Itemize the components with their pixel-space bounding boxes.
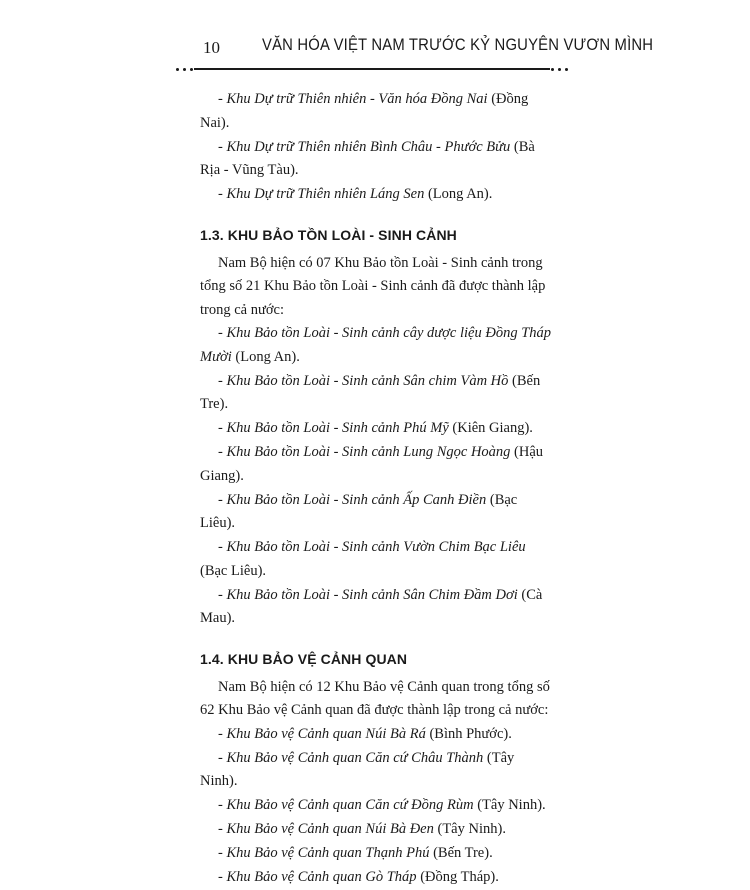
list-item: - Khu Dự trữ Thiên nhiên - Văn hóa Đồng Nai (Đồng Nai).: [200, 91, 529, 131]
rule-dots-left: [176, 66, 193, 71]
list-item: - Khu Dự trữ Thiên nhiên Láng Sen (Long An).: [218, 186, 493, 202]
section-1-4-intro: Nam Bộ hiện có 12 Khu Bảo vệ Cảnh quan trong tổng số 62 Khu Bảo vệ Cảnh quan đã được thành lập trong cả nước:: [200, 678, 550, 718]
list-item: - Khu Bảo vệ Cảnh quan Căn cứ Châu Thành (Tây Ninh).: [200, 749, 515, 789]
list-item: - Khu Bảo tồn Loài - Sinh cảnh cây dược liệu Đồng Tháp Mười (Long An).: [200, 325, 552, 365]
section-1-4-list: [200, 723, 552, 890]
running-title: VĂN HÓA VIỆT NAM TRƯỚC KỶ NGUYÊN VƯƠN MÌNH: [262, 36, 654, 54]
list-item: - Khu Bảo vệ Cảnh quan Núi Bà Đen (Tây Ninh).: [218, 821, 506, 837]
rule-dots-right: [551, 66, 568, 71]
rule-line: [194, 68, 550, 70]
header-rule: [176, 66, 568, 72]
list-item: - Khu Bảo vệ Cảnh quan Gò Tháp (Đồng Tháp).: [218, 869, 499, 885]
section-1-3-list: [200, 322, 552, 631]
list-item: - Khu Bảo tồn Loài - Sinh cảnh Phú Mỹ (Kiên Giang).: [218, 420, 533, 436]
section-1-3-intro: Nam Bộ hiện có 07 Khu Bảo tồn Loài - Sinh cảnh trong tổng số 21 Khu Bảo tồn Loài - Sinh cảnh đã được thành lập trong cả nước:: [200, 254, 546, 318]
list-item: - Khu Dự trữ Thiên nhiên Bình Châu - Phước Bửu (Bà Rịa - Vũng Tàu).: [200, 138, 535, 178]
list-item: - Khu Bảo tồn Loài - Sinh cảnh Sân Chim Đầm Dơi (Cà Mau).: [200, 586, 543, 626]
list-item: - Khu Bảo vệ Cảnh quan Thạnh Phú (Bến Tre).: [218, 845, 493, 861]
list-item: - Khu Bảo tồn Loài - Sinh cảnh Lung Ngọc Hoàng (Hậu Giang).: [200, 444, 544, 484]
page-body: [200, 88, 552, 890]
list-item: - Khu Bảo tồn Loài - Sinh cảnh Ấp Canh Điền (Bạc Liêu).: [200, 491, 518, 531]
section-heading-1-3: 1.3. KHU BẢO TỒN LOÀI - SINH CẢNH: [200, 226, 457, 243]
list-item: - Khu Bảo vệ Cảnh quan Căn cứ Đồng Rùm (Tây Ninh).: [218, 797, 546, 813]
page-number: 10: [203, 38, 220, 57]
list-item: - Khu Bảo vệ Cảnh quan Núi Bà Rá (Bình Phước).: [218, 725, 512, 742]
list-item: - Khu Bảo tồn Loài - Sinh cảnh Vườn Chim Bạc Liêu (Bạc Liêu).: [200, 539, 526, 579]
top-list: [200, 88, 552, 207]
list-item: - Khu Bảo tồn Loài - Sinh cảnh Sân chim Vàm Hồ (Bến Tre).: [200, 372, 541, 412]
section-heading-1-4: 1.4. KHU BẢO VỆ CẢNH QUAN: [200, 650, 408, 667]
